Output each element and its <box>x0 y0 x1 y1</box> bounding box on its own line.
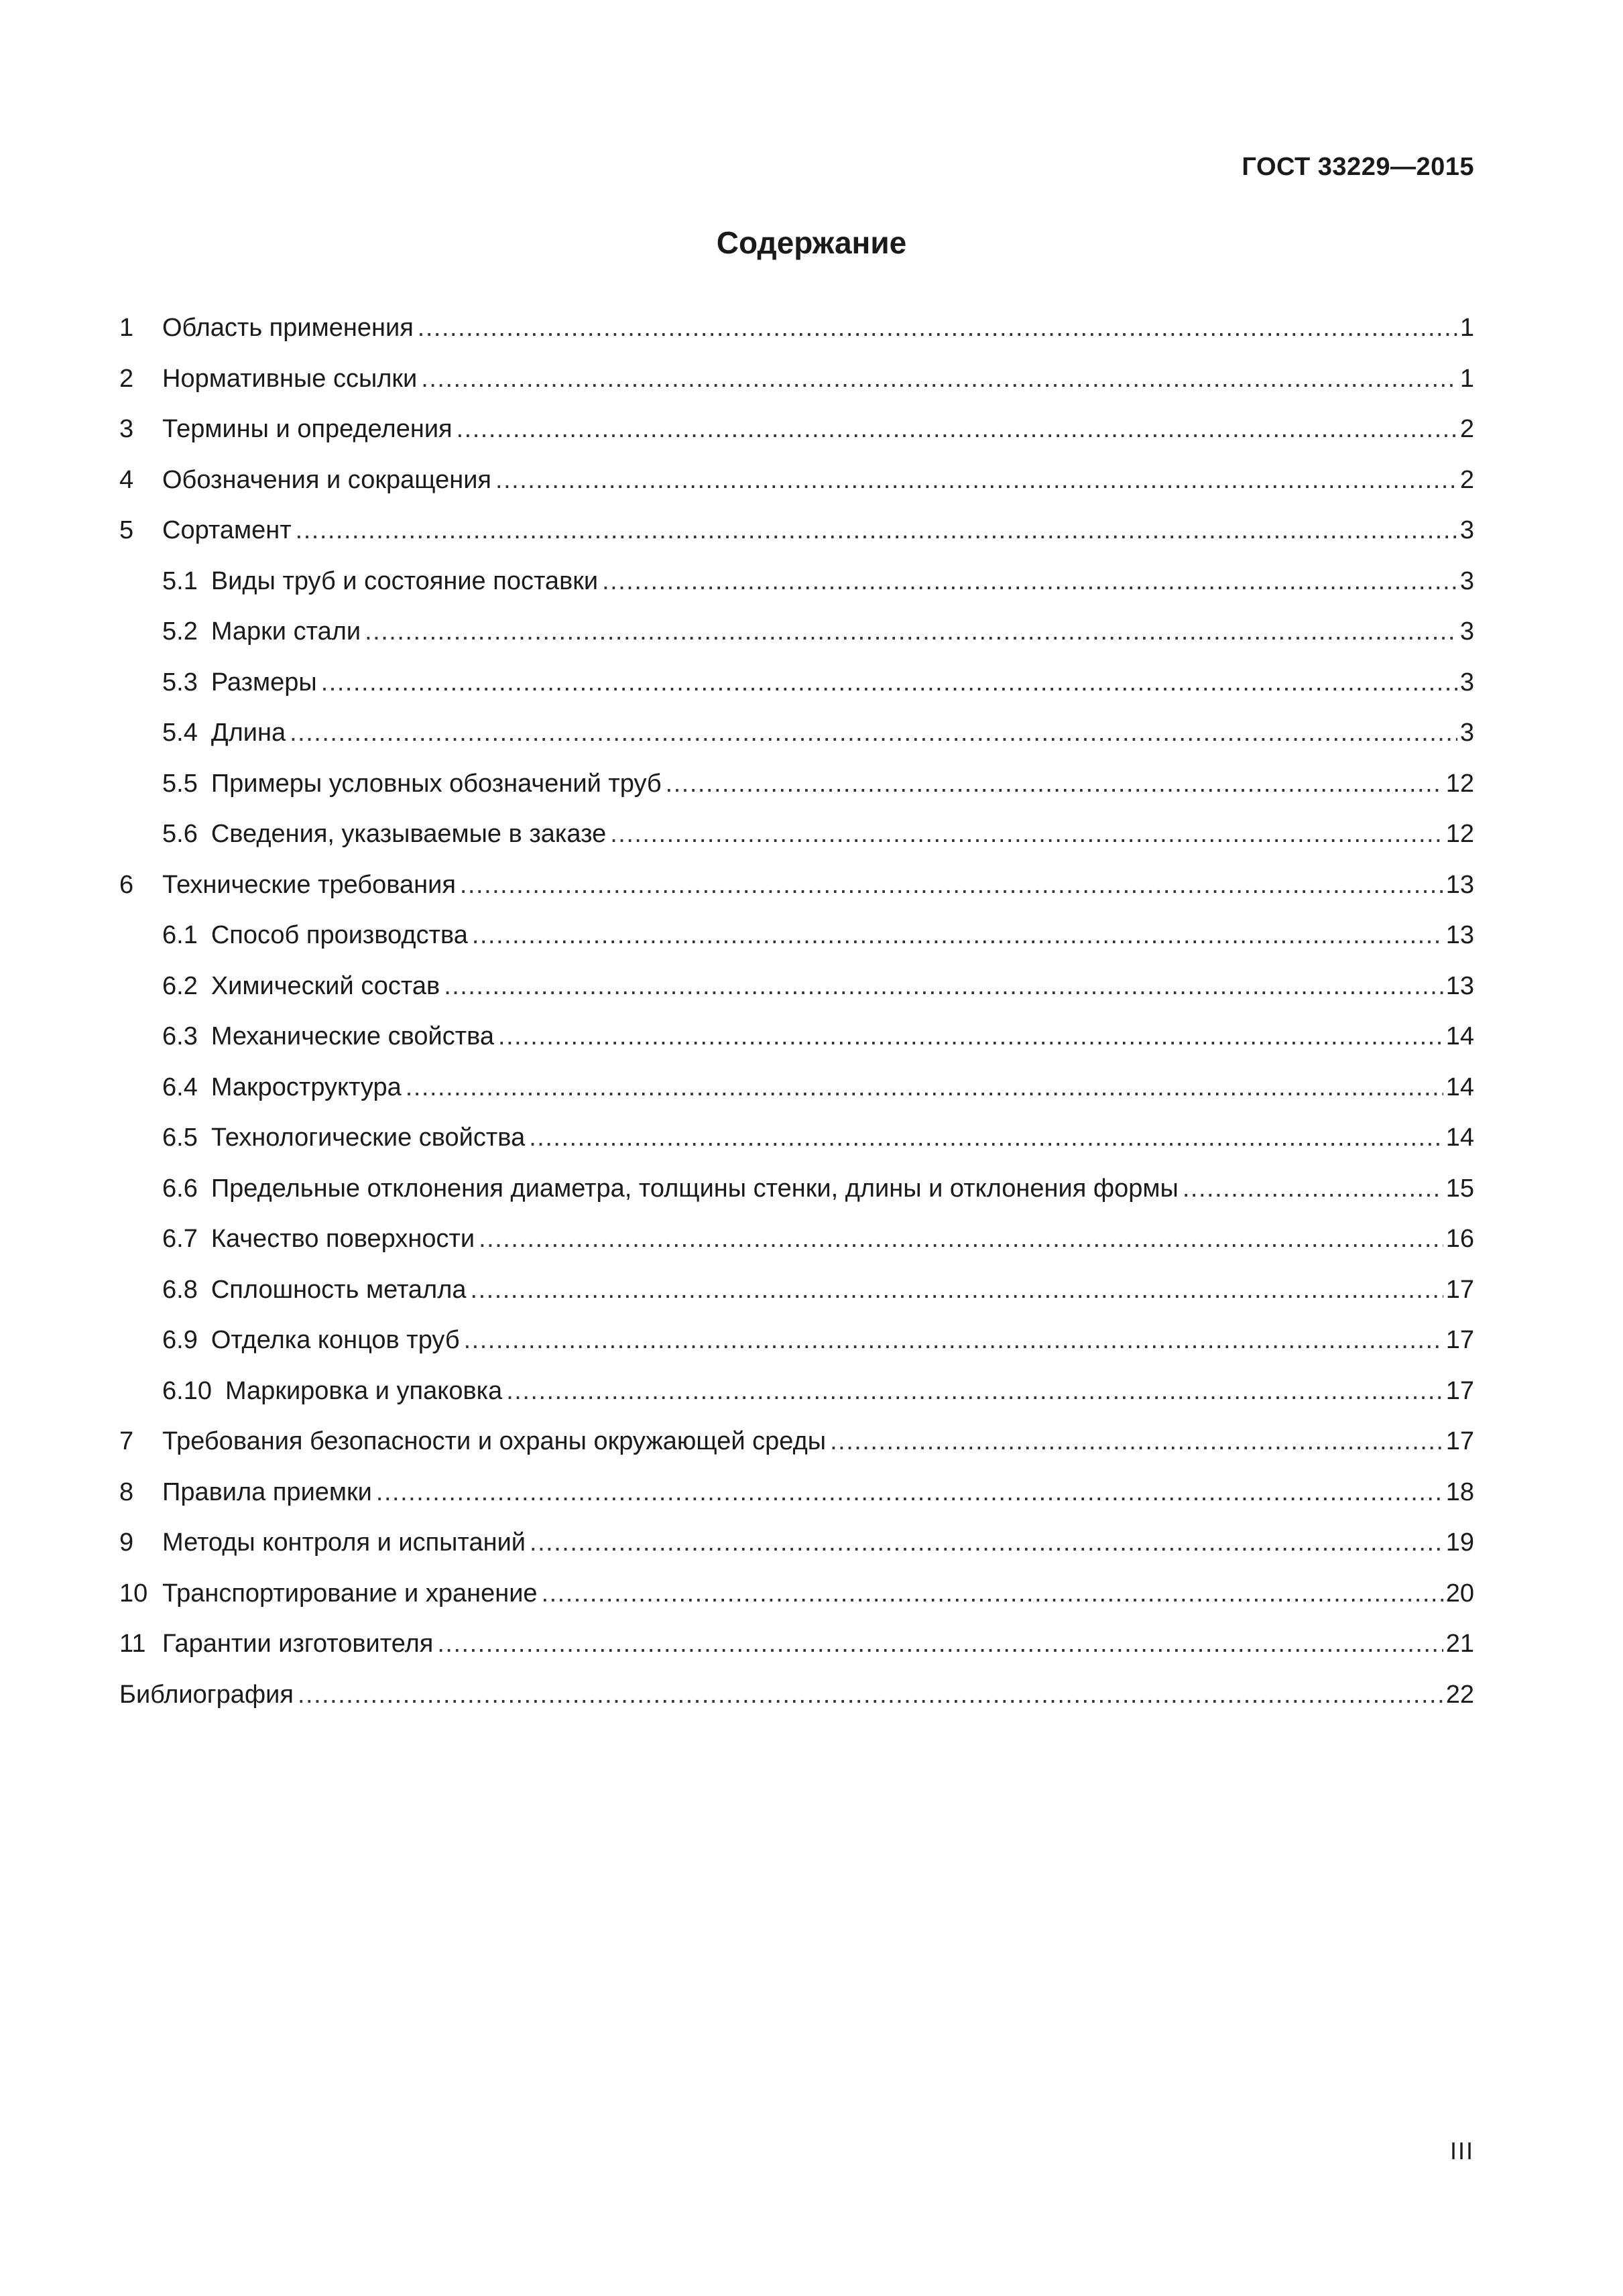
toc-entry-page: 2 <box>1459 415 1474 443</box>
toc-entry-page: 13 <box>1445 870 1474 899</box>
toc-entry[interactable] <box>119 970 1474 1021</box>
toc-entry-number: 5.2 <box>162 617 198 646</box>
toc-entry-number: 6.2 <box>162 971 198 1000</box>
toc-entry[interactable] <box>119 1375 1474 1426</box>
toc-entry-title: Сведения, указываемые в заказе <box>211 820 607 848</box>
dot-leader <box>321 666 1457 699</box>
toc-entry-page: 17 <box>1445 1427 1474 1455</box>
toc-entry[interactable] <box>119 869 1474 920</box>
toc-entry-number: 6.5 <box>162 1124 198 1152</box>
toc-entry-page: 20 <box>1445 1579 1474 1608</box>
toc-entry-number: 6.9 <box>162 1326 198 1354</box>
toc-entry-title: Транспортирование и хранение <box>162 1579 538 1608</box>
toc-entry-number: 3 <box>119 415 134 443</box>
toc-entry-number: 5.5 <box>162 769 198 798</box>
toc-entry[interactable] <box>119 1020 1474 1071</box>
dot-leader <box>602 565 1457 597</box>
toc-entry[interactable] <box>119 1071 1474 1122</box>
toc-entry[interactable] <box>119 1476 1474 1527</box>
toc-entry-title: Макроструктура <box>211 1073 402 1101</box>
dot-leader <box>406 1071 1443 1103</box>
document-code: ГОСТ 33229—2015 <box>1242 153 1474 181</box>
toc-entry[interactable] <box>119 1679 1474 1730</box>
toc-entry[interactable] <box>119 615 1474 666</box>
toc-entry-page: 3 <box>1459 617 1474 646</box>
dot-leader <box>437 1628 1443 1660</box>
toc-entry-number: 11 <box>119 1630 146 1658</box>
toc-entry-number: 6.4 <box>162 1073 198 1101</box>
toc-entry-title: Качество поверхности <box>211 1225 475 1253</box>
toc-entry-page: 12 <box>1445 769 1474 798</box>
toc-entry-title: Способ производства <box>211 921 468 949</box>
toc-entry-title: Термины и определения <box>162 415 453 443</box>
toc-entry[interactable] <box>119 717 1474 768</box>
toc-entry-number: 6.8 <box>162 1275 198 1304</box>
toc-entry-title: Сплошность металла <box>211 1275 467 1304</box>
toc-entry-title: Методы контроля и испытаний <box>162 1528 526 1557</box>
toc-entry-number: 8 <box>119 1477 134 1506</box>
toc-entry-title: Виды труб и состояние поставки <box>211 566 599 595</box>
toc-entry-title: Гарантии изготовителя <box>162 1630 434 1658</box>
dot-leader <box>471 1274 1443 1306</box>
toc-entry-number: 6 <box>119 870 134 899</box>
toc-entry-title: Длина <box>211 719 286 747</box>
dot-leader <box>830 1425 1443 1457</box>
toc-entry[interactable] <box>119 1577 1474 1628</box>
toc-entry-number: 1 <box>119 314 134 342</box>
toc-entry-number: 5.4 <box>162 719 198 747</box>
toc-entry-title: Размеры <box>211 668 317 697</box>
toc-entry[interactable] <box>119 1425 1474 1476</box>
toc-entry-page: 13 <box>1445 921 1474 949</box>
toc-entry-number: 9 <box>119 1528 134 1557</box>
dot-leader <box>421 363 1457 395</box>
toc-entry-page: 3 <box>1459 566 1474 595</box>
toc-entry-page: 3 <box>1459 668 1474 697</box>
toc-entry-title: Нормативные ссылки <box>162 364 418 393</box>
toc-entry-number: 5.3 <box>162 668 198 697</box>
toc-entry-page: 14 <box>1445 1124 1474 1152</box>
toc-entry[interactable] <box>119 1526 1474 1577</box>
toc-entry-title: Сортамент <box>162 516 292 544</box>
dot-leader <box>298 1679 1443 1711</box>
dot-leader <box>1183 1172 1443 1205</box>
toc-entry[interactable] <box>119 565 1474 616</box>
dot-leader <box>495 464 1457 496</box>
toc-entry-page: 1 <box>1459 314 1474 342</box>
toc-entry-number: 6.6 <box>162 1174 198 1203</box>
toc-entry-number: 5 <box>119 516 134 544</box>
dot-leader <box>457 413 1457 445</box>
toc-entry-page: 15 <box>1445 1174 1474 1203</box>
toc-title: Содержание <box>716 225 907 260</box>
toc-entry-number: 7 <box>119 1427 134 1455</box>
page-number: III <box>1449 2137 1474 2165</box>
dot-leader <box>464 1324 1443 1356</box>
dot-leader <box>506 1375 1443 1407</box>
toc-entry-number: 5.1 <box>162 566 198 595</box>
toc-entry-title: Обозначения и сокращения <box>162 465 492 494</box>
toc-entry-title: Правила приемки <box>162 1477 372 1506</box>
table-of-contents <box>119 312 1474 1729</box>
toc-entry-title: Требования безопасности и охраны окружающей среды <box>162 1427 827 1455</box>
toc-entry-number: 6.1 <box>162 921 198 949</box>
toc-entry[interactable] <box>119 666 1474 717</box>
toc-entry-title: Предельные отклонения диаметра, толщины стенки, длины и отклонения формы <box>211 1174 1179 1203</box>
dot-leader <box>472 919 1443 951</box>
toc-entry-page: 16 <box>1445 1225 1474 1253</box>
dot-leader <box>479 1223 1443 1255</box>
toc-entry-title: Область применения <box>162 314 414 342</box>
toc-entry-number: 10 <box>119 1579 148 1608</box>
toc-entry-page: 14 <box>1445 1022 1474 1050</box>
toc-entry-number: 2 <box>119 364 134 393</box>
toc-entry-title: Маркировка и упаковка <box>225 1376 503 1405</box>
dot-leader <box>529 1122 1443 1154</box>
dot-leader <box>460 869 1443 901</box>
toc-entry[interactable] <box>119 464 1474 515</box>
dot-leader <box>530 1526 1443 1559</box>
toc-entry-page: 22 <box>1445 1680 1474 1709</box>
dot-leader <box>666 768 1443 800</box>
toc-entry-page: 14 <box>1445 1073 1474 1101</box>
dot-leader <box>444 970 1443 1002</box>
dot-leader <box>290 717 1457 749</box>
dot-leader <box>296 514 1457 546</box>
toc-entry-page: 2 <box>1459 465 1474 494</box>
dot-leader <box>418 312 1457 344</box>
toc-entry-number: 6.7 <box>162 1225 198 1253</box>
dot-leader <box>498 1020 1443 1052</box>
toc-entry-title: Химический состав <box>211 971 440 1000</box>
toc-entry-page: 17 <box>1445 1376 1474 1405</box>
toc-entry-page: 3 <box>1459 719 1474 747</box>
toc-entry-title: Механические свойства <box>211 1022 495 1050</box>
toc-entry[interactable] <box>119 1122 1474 1172</box>
toc-entry-page: 1 <box>1459 364 1474 393</box>
toc-entry[interactable] <box>119 514 1474 565</box>
toc-entry[interactable] <box>119 1274 1474 1325</box>
dot-leader <box>542 1577 1443 1610</box>
dot-leader <box>376 1476 1443 1508</box>
toc-entry[interactable] <box>119 818 1474 869</box>
toc-entry-page: 19 <box>1445 1528 1474 1557</box>
toc-entry[interactable] <box>119 1172 1474 1223</box>
toc-entry-number: 4 <box>119 465 134 494</box>
toc-entry-number: 6.10 <box>162 1376 212 1405</box>
toc-entry[interactable] <box>119 1628 1474 1679</box>
toc-entry-page: 18 <box>1445 1477 1474 1506</box>
toc-entry-number: 6.3 <box>162 1022 198 1050</box>
toc-entry[interactable] <box>119 413 1474 464</box>
toc-entry-number: 5.6 <box>162 820 198 848</box>
toc-entry[interactable] <box>119 363 1474 414</box>
toc-entry-title: Отделка концов труб <box>211 1326 460 1354</box>
toc-entry-page: 17 <box>1445 1275 1474 1304</box>
toc-entry[interactable] <box>119 919 1474 970</box>
toc-entry[interactable] <box>119 1223 1474 1274</box>
dot-leader <box>365 615 1457 648</box>
toc-entry-title: Библиография <box>119 1680 294 1709</box>
toc-entry-page: 12 <box>1445 820 1474 848</box>
toc-entry-title: Технические требования <box>162 870 456 899</box>
toc-entry-title: Марки стали <box>211 617 361 646</box>
toc-entry-title: Технологические свойства <box>211 1124 526 1152</box>
toc-entry-page: 3 <box>1459 516 1474 544</box>
toc-entry[interactable] <box>119 1324 1474 1375</box>
toc-entry-page: 17 <box>1445 1326 1474 1354</box>
toc-entry[interactable] <box>119 312 1474 363</box>
toc-entry[interactable] <box>119 768 1474 819</box>
toc-entry-title: Примеры условных обозначений труб <box>211 769 662 798</box>
toc-entry-page: 21 <box>1445 1630 1474 1658</box>
toc-entry-page: 13 <box>1445 971 1474 1000</box>
dot-leader <box>610 818 1443 850</box>
